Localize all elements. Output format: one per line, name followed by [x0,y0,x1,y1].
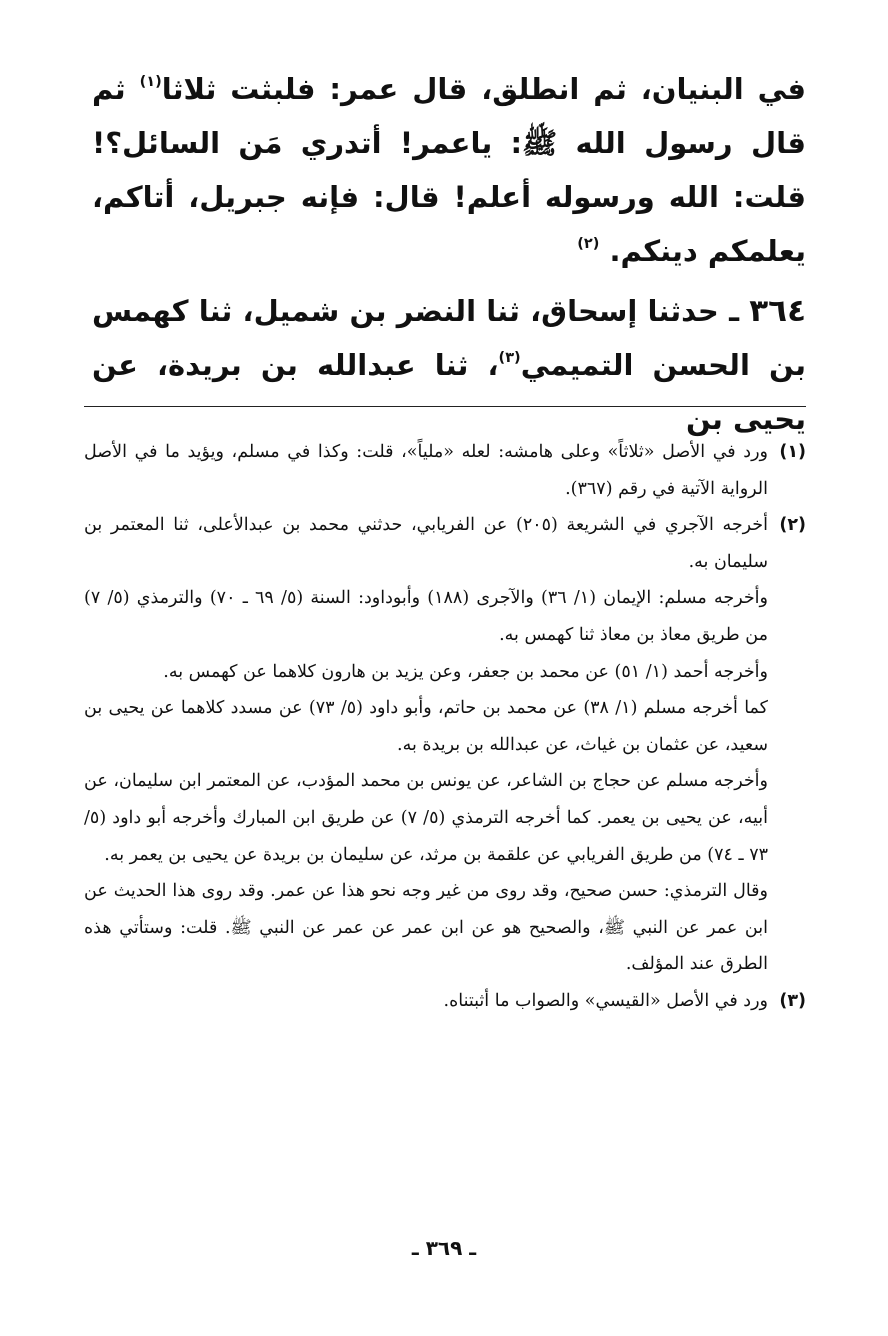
footnote-paragraph: ورد في الأصل «القيسي» والصواب ما أثبتناه. [443,990,768,1011]
footnote-paragraph: كما أخرجه مسلم (١/ ٣٨) عن محمد بن حاتم، وأبو داود (٥/ ٧٣) عن مسدد كلاهما عن يحيى بن سعيد، عن عثمان بن غياث، عن عبدالله بن بريدة به. [84,698,768,755]
footnote-body [84,983,768,1020]
footnote-1 [84,434,806,507]
footnote-ref-1: (١) [139,73,162,90]
footnotes [84,434,806,1020]
footnote-paragraph: وأخرجه مسلم عن حجاج بن الشاعر، عن يونس بن محمد المؤدب، عن المعتمر ابن سليمان، عن أبيه، عن يحيى بن يعمر. كما أخرجه الترمذي (٥/ ٧) عن طريق ابن المبارك وأخرجه أبو داود (٥/ ٧٣ ـ ٧٤) من طريق الفريابي عن علقمة بن مرثد، عن سليمان بن بريدة عن يحيى بن يعمر به. [84,771,769,865]
footnote-number: (١) [779,442,806,462]
text-segment: في البنيان، ثم انطلق، قال عمر: فلبثت ثلاثا [161,72,806,106]
hadith-364 [92,284,806,446]
text-segment: ، ثنا عبدالله بن بريدة، عن يحيى بن [92,348,806,436]
footnote-number: (٣) [779,990,806,1011]
footnote-body [84,434,768,507]
footnote-2 [84,507,806,983]
footnote-number: (٢) [779,515,806,536]
page-number: ـ ٣٦٩ ـ [411,1236,477,1260]
text-segment: ثم قال رسول الله ﷺ: ياعمر! أتدري مَن السائل؟! قلت: الله ورسوله أعلم! قال: فإنه جبريل، أتاكم، يعلمكم دينكم. [92,72,806,268]
hadith-continuation [92,62,806,278]
footnote-paragraph: وأخرجه مسلم: الإيمان (١/ ٣٦) والآجرى (١٨٨) وأبوداود: السنة (٥/ ٦٩ ـ ٧٠) والترمذي (٥/ ٧) من طريق معاذ بن معاذ ثنا كهمس به. [84,588,768,645]
footnote-ref-3: (٣) [498,349,521,366]
footnote-paragraph: وقال الترمذي: حسن صحيح، وقد روى من غير وجه نحو هذا عن عمر. وقد روى هذا الحديث عن ابن عمر عن النبي ﷺ، والصحيح هو عن ابن عمر عن عمر عن النبي ﷺ. قلت: وستأتي هذه الطرق عند المؤلف. [84,881,768,975]
footnote-body [84,507,768,983]
footnote-paragraph: أخرجه الآجري في الشريعة (٢٠٥) عن الفريابي، حدثني محمد بن عبدالأعلى، ثنا المعتمر بن سليمان به. [84,515,768,572]
text-segment: ـ حدثنا إسحاق، ثنا النضر بن شميل، ثنا كهمس بن الحسن التميمي [92,294,806,382]
footnote-3 [84,983,806,1020]
footnote-paragraph: ورد في الأصل «ثلاثاً» وعلى هامشه: لعله «ملياً»، قلت: وكذا في مسلم، ويؤيد ما في الأصل الرواية الآتية في رقم (٣٦٧). [84,442,768,499]
footnote-ref-2: (٢) [577,235,600,252]
hadith-number: ٣٦٤ [749,293,806,329]
footnote-paragraph: وأخرجه أحمد (١/ ٥١) عن محمد بن جعفر، وعن يزيد بن هارون كلاهما عن كهمس به. [163,661,768,682]
footnote-divider [84,406,806,407]
main-text [92,62,806,446]
